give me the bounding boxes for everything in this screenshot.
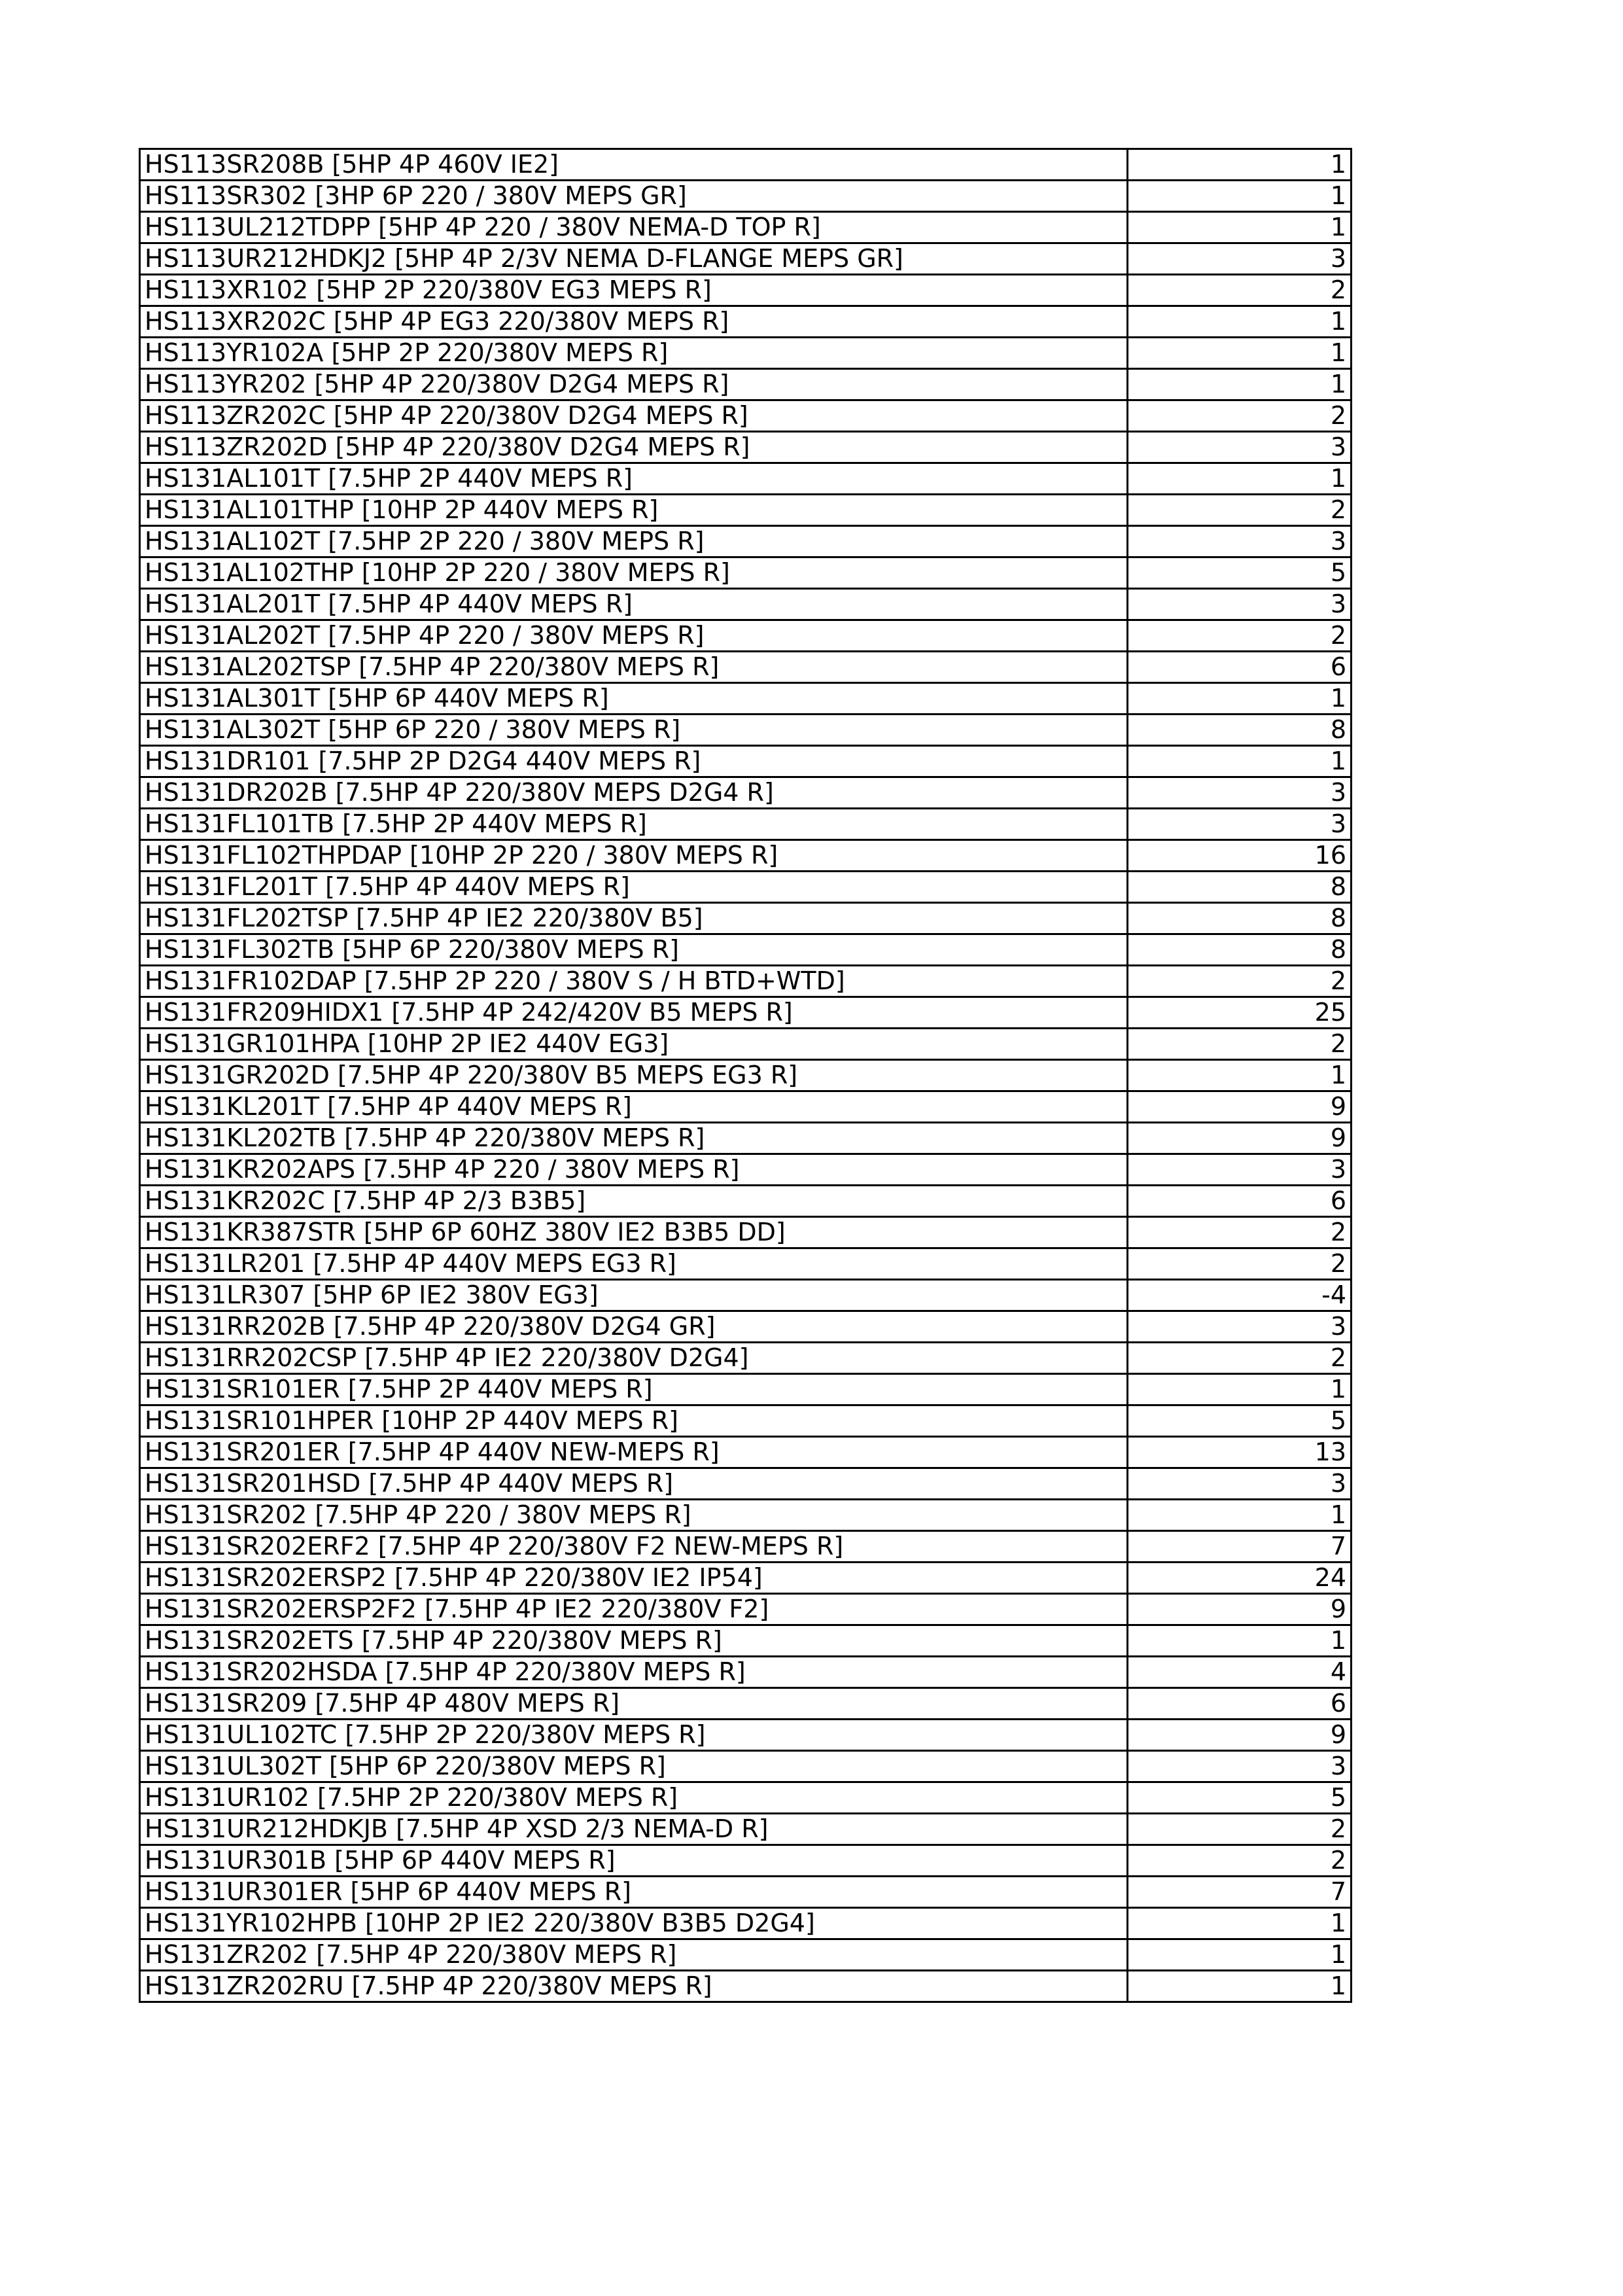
- quantity-cell: 6: [1128, 652, 1352, 683]
- model-cell: HS113SR208B [5HP 4P 460V IE2]: [140, 149, 1128, 181]
- table-row: [140, 652, 1352, 683]
- table-row: [140, 1154, 1352, 1186]
- quantity-cell: 2: [1128, 620, 1352, 652]
- quantity-cell: 1: [1128, 1374, 1352, 1405]
- table-row: [140, 1531, 1352, 1563]
- quantity-cell: 3: [1128, 589, 1352, 620]
- model-cell: HS131GR202D [7.5HP 4P 220/380V B5 MEPS EG3 R]: [140, 1060, 1128, 1091]
- table-row: [140, 1594, 1352, 1625]
- table-row: [140, 1939, 1352, 1971]
- table-row: [140, 275, 1352, 306]
- model-cell: HS113XR102 [5HP 2P 220/380V EG3 MEPS R]: [140, 275, 1128, 306]
- model-cell: HS131SR202HSDA [7.5HP 4P 220/380V MEPS R]: [140, 1657, 1128, 1688]
- table-row: [140, 1311, 1352, 1343]
- model-cell: HS131AL101THP [10HP 2P 440V MEPS R]: [140, 495, 1128, 526]
- model-cell: HS131UL302T [5HP 6P 220/380V MEPS R]: [140, 1751, 1128, 1782]
- model-cell: HS131ZR202RU [7.5HP 4P 220/380V MEPS R]: [140, 1971, 1128, 2002]
- table-row: [140, 1782, 1352, 1814]
- quantity-cell: 1: [1128, 683, 1352, 715]
- quantity-cell: 2: [1128, 1217, 1352, 1248]
- model-cell: HS131YR102HPB [10HP 2P IE2 220/380V B3B5 D2G4]: [140, 1908, 1128, 1939]
- model-cell: HS113YR102A [5HP 2P 220/380V MEPS R]: [140, 338, 1128, 369]
- model-cell: HS113SR302 [3HP 6P 220 / 380V MEPS GR]: [140, 181, 1128, 212]
- quantity-cell: 2: [1128, 1845, 1352, 1877]
- quantity-cell: 2: [1128, 400, 1352, 432]
- table-row: [140, 243, 1352, 275]
- quantity-cell: 3: [1128, 1751, 1352, 1782]
- table-row: [140, 557, 1352, 589]
- quantity-cell: 1: [1128, 149, 1352, 181]
- model-cell: HS131KL202TB [7.5HP 4P 220/380V MEPS R]: [140, 1123, 1128, 1154]
- table-row: [140, 966, 1352, 997]
- table-row: [140, 1280, 1352, 1311]
- quantity-cell: 1: [1128, 746, 1352, 777]
- model-cell: HS131SR202ERSP2 [7.5HP 4P 220/380V IE2 IP54]: [140, 1563, 1128, 1594]
- table-row: [140, 715, 1352, 746]
- quantity-cell: 9: [1128, 1091, 1352, 1123]
- quantity-cell: 8: [1128, 934, 1352, 966]
- table-row: [140, 1908, 1352, 1939]
- quantity-cell: 3: [1128, 432, 1352, 463]
- table-row: [140, 934, 1352, 966]
- table-row: [140, 1563, 1352, 1594]
- table-row: [140, 589, 1352, 620]
- model-cell: HS131RR202CSP [7.5HP 4P IE2 220/380V D2G4]: [140, 1343, 1128, 1374]
- quantity-cell: 2: [1128, 1343, 1352, 1374]
- table-row: [140, 463, 1352, 495]
- model-cell: HS131AL302T [5HP 6P 220 / 380V MEPS R]: [140, 715, 1128, 746]
- table-row: [140, 1688, 1352, 1720]
- table-row: [140, 997, 1352, 1029]
- quantity-cell: 5: [1128, 1782, 1352, 1814]
- table-row: [140, 526, 1352, 557]
- model-cell: HS131FR102DAP [7.5HP 2P 220 / 380V S / H BTD+WTD]: [140, 966, 1128, 997]
- quantity-cell: 2: [1128, 1029, 1352, 1060]
- table-row: [140, 306, 1352, 338]
- model-cell: HS131AL301T [5HP 6P 440V MEPS R]: [140, 683, 1128, 715]
- table-row: [140, 1845, 1352, 1877]
- table-row: [140, 1720, 1352, 1751]
- quantity-cell: 3: [1128, 1468, 1352, 1500]
- quantity-cell: 2: [1128, 1814, 1352, 1845]
- table-row: [140, 369, 1352, 400]
- quantity-cell: 1: [1128, 369, 1352, 400]
- table-row: [140, 840, 1352, 872]
- table-row: [140, 400, 1352, 432]
- quantity-cell: 24: [1128, 1563, 1352, 1594]
- quantity-cell: 1: [1128, 1500, 1352, 1531]
- table-row: [140, 1657, 1352, 1688]
- quantity-cell: -4: [1128, 1280, 1352, 1311]
- quantity-cell: 25: [1128, 997, 1352, 1029]
- model-cell: HS131SR209 [7.5HP 4P 480V MEPS R]: [140, 1688, 1128, 1720]
- quantity-cell: 1: [1128, 338, 1352, 369]
- model-cell: HS131FL102THPDAP [10HP 2P 220 / 380V MEPS R]: [140, 840, 1128, 872]
- table-row: [140, 809, 1352, 840]
- table-row: [140, 1814, 1352, 1845]
- quantity-cell: 8: [1128, 903, 1352, 934]
- model-cell: HS131KR202APS [7.5HP 4P 220 / 380V MEPS R]: [140, 1154, 1128, 1186]
- table-row: [140, 1091, 1352, 1123]
- table-row: [140, 1468, 1352, 1500]
- model-cell: HS131AL101T [7.5HP 2P 440V MEPS R]: [140, 463, 1128, 495]
- model-cell: HS131KL201T [7.5HP 4P 440V MEPS R]: [140, 1091, 1128, 1123]
- model-cell: HS131SR202ERF2 [7.5HP 4P 220/380V F2 NEW-MEPS R]: [140, 1531, 1128, 1563]
- model-cell: HS113ZR202D [5HP 4P 220/380V D2G4 MEPS R]: [140, 432, 1128, 463]
- table-row: [140, 1437, 1352, 1468]
- quantity-cell: 1: [1128, 181, 1352, 212]
- quantity-cell: 2: [1128, 966, 1352, 997]
- quantity-cell: 3: [1128, 1311, 1352, 1343]
- quantity-cell: 1: [1128, 463, 1352, 495]
- model-cell: HS131DR101 [7.5HP 2P D2G4 440V MEPS R]: [140, 746, 1128, 777]
- model-cell: HS131LR307 [5HP 6P IE2 380V EG3]: [140, 1280, 1128, 1311]
- table-row: [140, 1217, 1352, 1248]
- model-cell: HS113ZR202C [5HP 4P 220/380V D2G4 MEPS R]: [140, 400, 1128, 432]
- model-cell: HS131FL101TB [7.5HP 2P 440V MEPS R]: [140, 809, 1128, 840]
- inventory-table-body: [140, 149, 1352, 2002]
- quantity-cell: 5: [1128, 557, 1352, 589]
- quantity-cell: 9: [1128, 1720, 1352, 1751]
- model-cell: HS131UL102TC [7.5HP 2P 220/380V MEPS R]: [140, 1720, 1128, 1751]
- quantity-cell: 5: [1128, 1405, 1352, 1437]
- table-row: [140, 1343, 1352, 1374]
- table-row: [140, 1060, 1352, 1091]
- model-cell: HS131UR301B [5HP 6P 440V MEPS R]: [140, 1845, 1128, 1877]
- table-row: [140, 149, 1352, 181]
- quantity-cell: 4: [1128, 1657, 1352, 1688]
- quantity-cell: 8: [1128, 715, 1352, 746]
- table-row: [140, 1123, 1352, 1154]
- quantity-cell: 2: [1128, 275, 1352, 306]
- model-cell: HS131LR201 [7.5HP 4P 440V MEPS EG3 R]: [140, 1248, 1128, 1280]
- table-row: [140, 1029, 1352, 1060]
- model-cell: HS113YR202 [5HP 4P 220/380V D2G4 MEPS R]: [140, 369, 1128, 400]
- quantity-cell: 2: [1128, 495, 1352, 526]
- table-row: [140, 1248, 1352, 1280]
- model-cell: HS131AL202TSP [7.5HP 4P 220/380V MEPS R]: [140, 652, 1128, 683]
- table-row: [140, 1877, 1352, 1908]
- model-cell: HS113UR212HDKJ2 [5HP 4P 2/3V NEMA D-FLANGE MEPS GR]: [140, 243, 1128, 275]
- model-cell: HS131AL201T [7.5HP 4P 440V MEPS R]: [140, 589, 1128, 620]
- table-row: [140, 683, 1352, 715]
- inventory-table: [139, 148, 1352, 2003]
- quantity-cell: 1: [1128, 1060, 1352, 1091]
- table-row: [140, 1374, 1352, 1405]
- model-cell: HS131KR202C [7.5HP 4P 2/3 B3B5]: [140, 1186, 1128, 1217]
- model-cell: HS131SR201HSD [7.5HP 4P 440V MEPS R]: [140, 1468, 1128, 1500]
- model-cell: HS131UR301ER [5HP 6P 440V MEPS R]: [140, 1877, 1128, 1908]
- quantity-cell: 1: [1128, 1971, 1352, 2002]
- model-cell: HS131GR101HPA [10HP 2P IE2 440V EG3]: [140, 1029, 1128, 1060]
- model-cell: HS131UR102 [7.5HP 2P 220/380V MEPS R]: [140, 1782, 1128, 1814]
- model-cell: HS131SR101ER [7.5HP 2P 440V MEPS R]: [140, 1374, 1128, 1405]
- quantity-cell: 8: [1128, 872, 1352, 903]
- model-cell: HS113XR202C [5HP 4P EG3 220/380V MEPS R]: [140, 306, 1128, 338]
- quantity-cell: 3: [1128, 1154, 1352, 1186]
- quantity-cell: 3: [1128, 777, 1352, 809]
- model-cell: HS131SR202ERSP2F2 [7.5HP 4P IE2 220/380V F2]: [140, 1594, 1128, 1625]
- quantity-cell: 1: [1128, 1939, 1352, 1971]
- model-cell: HS131SR101HPER [10HP 2P 440V MEPS R]: [140, 1405, 1128, 1437]
- table-row: [140, 181, 1352, 212]
- quantity-cell: 16: [1128, 840, 1352, 872]
- table-row: [140, 212, 1352, 243]
- quantity-cell: 7: [1128, 1531, 1352, 1563]
- model-cell: HS131DR202B [7.5HP 4P 220/380V MEPS D2G4 R]: [140, 777, 1128, 809]
- model-cell: HS131SR201ER [7.5HP 4P 440V NEW-MEPS R]: [140, 1437, 1128, 1468]
- quantity-cell: 6: [1128, 1688, 1352, 1720]
- quantity-cell: 2: [1128, 1248, 1352, 1280]
- model-cell: HS131RR202B [7.5HP 4P 220/380V D2G4 GR]: [140, 1311, 1128, 1343]
- table-row: [140, 1751, 1352, 1782]
- model-cell: HS131SR202 [7.5HP 4P 220 / 380V MEPS R]: [140, 1500, 1128, 1531]
- quantity-cell: 9: [1128, 1123, 1352, 1154]
- model-cell: HS131FL302TB [5HP 6P 220/380V MEPS R]: [140, 934, 1128, 966]
- table-row: [140, 1405, 1352, 1437]
- model-cell: HS131KR387STR [5HP 6P 60HZ 380V IE2 B3B5 DD]: [140, 1217, 1128, 1248]
- model-cell: HS131UR212HDKJB [7.5HP 4P XSD 2/3 NEMA-D R]: [140, 1814, 1128, 1845]
- model-cell: HS131AL102T [7.5HP 2P 220 / 380V MEPS R]: [140, 526, 1128, 557]
- table-row: [140, 1500, 1352, 1531]
- model-cell: HS131AL202T [7.5HP 4P 220 / 380V MEPS R]: [140, 620, 1128, 652]
- model-cell: HS131SR202ETS [7.5HP 4P 220/380V MEPS R]: [140, 1625, 1128, 1657]
- quantity-cell: 3: [1128, 243, 1352, 275]
- table-row: [140, 1186, 1352, 1217]
- model-cell: HS131FL201T [7.5HP 4P 440V MEPS R]: [140, 872, 1128, 903]
- table-row: [140, 620, 1352, 652]
- quantity-cell: 1: [1128, 306, 1352, 338]
- quantity-cell: 3: [1128, 526, 1352, 557]
- model-cell: HS131AL102THP [10HP 2P 220 / 380V MEPS R]: [140, 557, 1128, 589]
- quantity-cell: 13: [1128, 1437, 1352, 1468]
- table-row: [140, 432, 1352, 463]
- quantity-cell: 1: [1128, 1908, 1352, 1939]
- quantity-cell: 1: [1128, 212, 1352, 243]
- table-row: [140, 746, 1352, 777]
- inventory-sheet: [139, 148, 1350, 2003]
- model-cell: HS113UL212TDPP [5HP 4P 220 / 380V NEMA-D TOP R]: [140, 212, 1128, 243]
- table-row: [140, 338, 1352, 369]
- quantity-cell: 1: [1128, 1625, 1352, 1657]
- model-cell: HS131FR209HIDX1 [7.5HP 4P 242/420V B5 MEPS R]: [140, 997, 1128, 1029]
- quantity-cell: 7: [1128, 1877, 1352, 1908]
- quantity-cell: 9: [1128, 1594, 1352, 1625]
- quantity-cell: 6: [1128, 1186, 1352, 1217]
- model-cell: HS131ZR202 [7.5HP 4P 220/380V MEPS R]: [140, 1939, 1128, 1971]
- table-row: [140, 872, 1352, 903]
- table-row: [140, 903, 1352, 934]
- table-row: [140, 1625, 1352, 1657]
- model-cell: HS131FL202TSP [7.5HP 4P IE2 220/380V B5]: [140, 903, 1128, 934]
- table-row: [140, 1971, 1352, 2002]
- table-row: [140, 777, 1352, 809]
- table-row: [140, 495, 1352, 526]
- quantity-cell: 3: [1128, 809, 1352, 840]
